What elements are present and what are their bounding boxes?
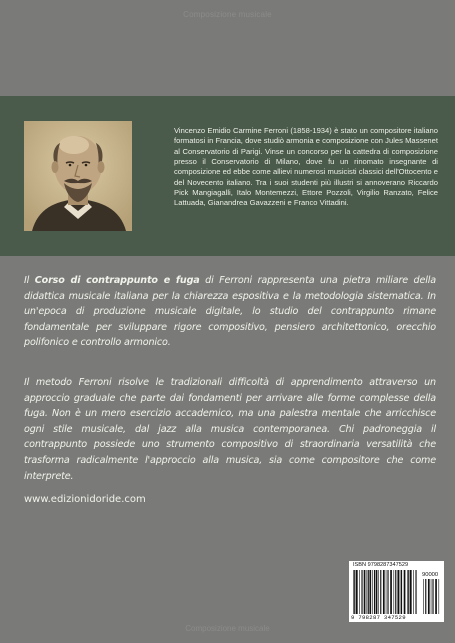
- description-paragraph-1: [24, 273, 436, 351]
- bottom-watermark: Composizione musicale: [185, 624, 270, 633]
- addon-barcode: [423, 579, 441, 614]
- publisher-website[interactable]: www.edizionidoride.com: [24, 494, 146, 505]
- description-paragraph-2: Il metodo Ferroni risolve le tradizionali difficoltà di apprendimento attraverso un approccio graduale che parte dai fondamenti per arrivare alle forme complesse della fuga. Non è un mero esercizio accademico, ma una palestra mentale che arricchisce ogni stile musicale, dal jazz alla musica contemporanea. Chi padroneggia il contrappunto possiede uno strumento compositivo di straordinaria versatilità che trasforma radicalmente l'approccio alla musica, sia come compositore che come interprete.: [24, 377, 436, 482]
- portrait-image: [24, 121, 132, 231]
- p1-post: di Ferroni rappresenta una pietra miliare della didattica musicale italiana per la chiarezza espositiva e la metodologia sistematica. In un'epoca di produzione musicale digitale, lo studio del contrappunto rimane fondamentale per sviluppare rigore compositivo, pensiero architettonico, orecchio polifonico e controllo armonico.: [24, 275, 436, 349]
- author-bio: Vincenzo Emidio Carmine Ferroni (1858-1934) è stato un compositore italiano formatosi in Francia, dove studiò armonia e composizione con Jules Massenet al Conservatorio di Parigi. Vinse un concorso per la cattedra di composizione presso il Conservatorio di Milano, dove fu un rinomato insegnante di composizione ed ebbe come allievi numerosi musicisti classici dell'Ottocento e del Novecento italiano. Tra i suoi studenti più illustri si annoverano Riccardo Pick Mangiagalli, Italo Montemezzi, Ettore Pozzoli, Virgilio Ranzato, Felice Lattuada, Gianandrea Gavazzeni e Franco Vittadini.: [174, 126, 438, 208]
- isbn-label: ISBN 9798287347529: [353, 562, 409, 568]
- top-watermark: Composizione musicale: [183, 10, 272, 19]
- p1-pre: Il: [24, 275, 35, 286]
- barcode-box: [349, 561, 444, 622]
- author-portrait: [24, 121, 132, 231]
- barcode-number: 9 798287 347529: [351, 614, 406, 621]
- book-title: Corso di contrappunto e fuga: [34, 275, 200, 286]
- ean-barcode: [353, 570, 419, 614]
- price-code: 90000: [422, 572, 439, 578]
